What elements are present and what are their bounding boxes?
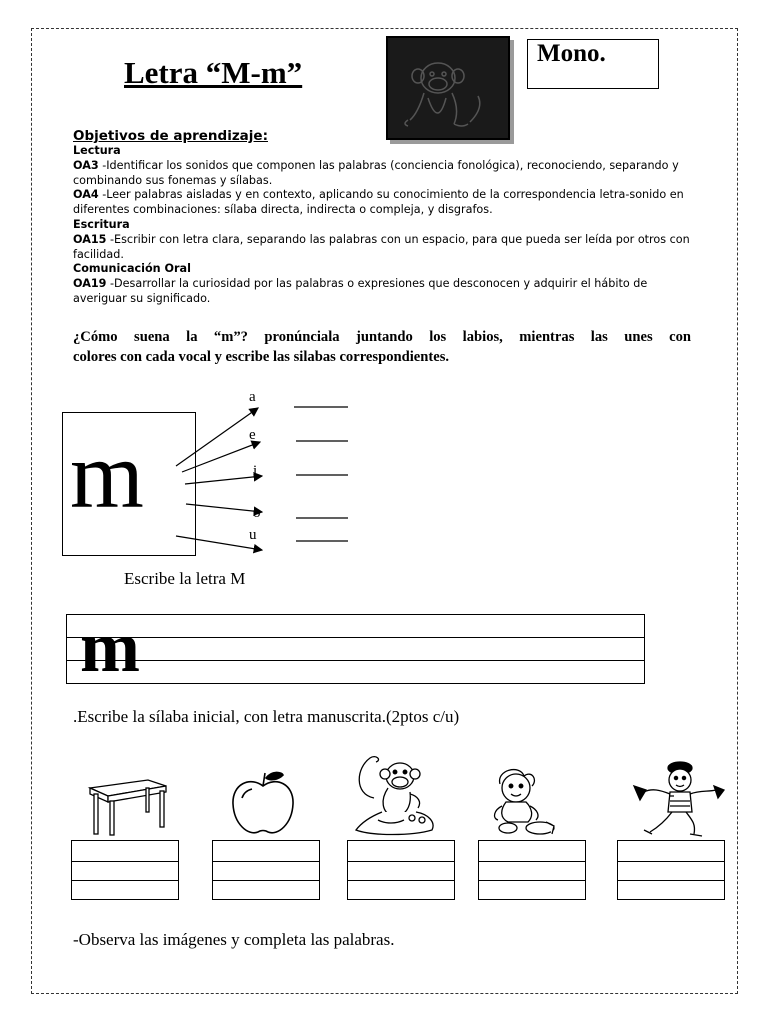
table-icon: [86, 770, 170, 838]
objective-text: -Escribir con letra clara, separando las palabras con un espacio, para que pueda ser leída por otros con facilidad.: [73, 232, 690, 261]
objective-text: -Identificar los sonidos que componen las palabras (conciencia fonológica), reconociendo, separando y combinando sus fonemas y sílabas.: [73, 158, 679, 187]
arrow-i: [185, 476, 262, 484]
vowel-i: i: [253, 463, 258, 479]
arrow-a: [176, 408, 258, 466]
answer-lines-doll[interactable]: [478, 840, 586, 900]
practice-letter: m: [80, 607, 140, 687]
question-line: ¿Cómo suena la “m”? pronúnciala juntando los labios, mientras las unes con: [73, 329, 691, 345]
answer-lines-table[interactable]: [71, 840, 179, 900]
doll-icon: [486, 766, 558, 838]
word-box-text: Mono.: [537, 40, 606, 67]
objective-text: -Leer palabras aisladas y en contexto, aplicando su conocimiento de la correspondencia letra-sonido en diferentes combinaciones: sílaba directa, indirecta o compleja, y disgrafos.: [73, 188, 684, 217]
write-caption: Escribe la letra M: [124, 569, 246, 588]
objective-text: -Desarrollar la curiosidad por las palabras o expresiones que desconocen y adquirir el hábito de averiguar su significado.: [73, 277, 648, 305]
objectives-heading: Objetivos de aprendizaje:: [73, 128, 268, 144]
vowel-e: e: [249, 427, 256, 443]
objective-code: OA3: [73, 158, 99, 172]
vowel-o: o: [253, 505, 261, 521]
apple-icon: [228, 768, 298, 838]
answer-lines-monkey[interactable]: [347, 840, 455, 900]
objective-code: OA4: [73, 188, 99, 202]
section-label: Escritura: [73, 217, 130, 231]
objective-code: OA19: [73, 277, 107, 291]
handwriting-lines[interactable]: [66, 614, 645, 684]
answer-lines-apple[interactable]: [212, 840, 320, 900]
vowel-a: a: [249, 389, 256, 405]
vowel-u: u: [249, 527, 257, 543]
monkey-icon: [352, 754, 438, 838]
mime-icon: [630, 760, 726, 838]
arrow-o: [186, 504, 262, 512]
arrow-e: [182, 442, 260, 472]
page-title: Letra “M-m”: [124, 55, 303, 90]
section-label: Lectura: [73, 144, 121, 157]
syllable-instruction: .Escribe la sílaba inicial, con letra manuscrita.(2ptos c/u): [73, 707, 460, 726]
big-letter: m: [70, 422, 144, 528]
question-line: colores con cada vocal y escribe las silabas correspondientes.: [73, 349, 450, 365]
answer-lines-mime[interactable]: [617, 840, 725, 900]
final-instruction: -Observa las imágenes y completa las palabras.: [73, 930, 395, 949]
section-label: Comunicación Oral: [73, 262, 191, 276]
objective-code: OA15: [73, 232, 107, 246]
